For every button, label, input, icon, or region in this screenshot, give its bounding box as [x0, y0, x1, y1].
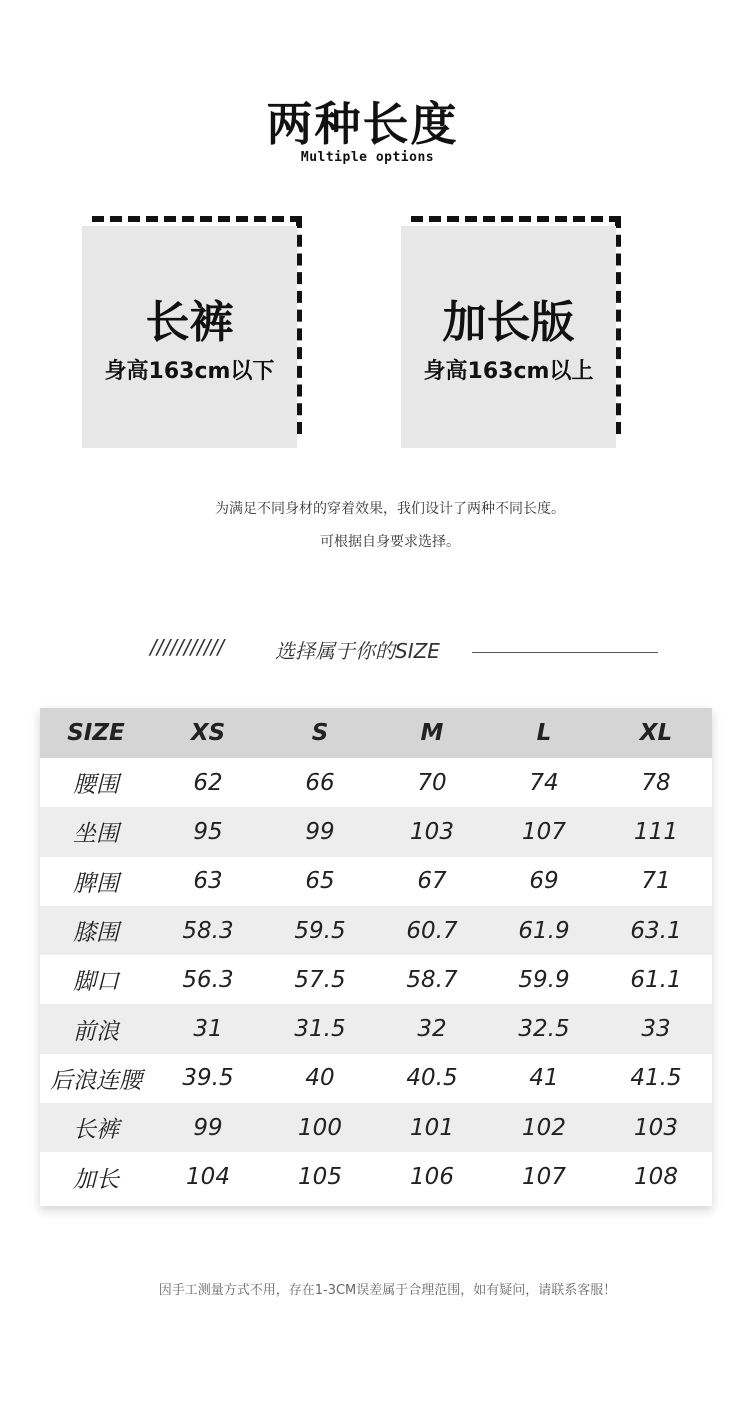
table-cell: 108: [634, 1164, 678, 1191]
header-cell: SIZE: [40, 708, 152, 758]
table-cell: 67: [417, 868, 447, 895]
table-header-row: [40, 708, 712, 758]
table-cell: 40.5: [406, 1065, 458, 1092]
description-line-1: 为满足不同身材的穿着效果，我们设计了两种不同长度。: [215, 501, 565, 517]
table-cell: 107: [488, 807, 600, 856]
table-row: [40, 955, 712, 1004]
table-cell: 58.7: [406, 966, 458, 993]
divider-line: [472, 652, 658, 653]
table-row: [40, 857, 712, 906]
table-row: [40, 1004, 712, 1053]
option-card-regular: [82, 216, 312, 451]
row-label: 长裤: [40, 1103, 152, 1152]
page-title: 两种长度: [266, 97, 459, 151]
card-title: 长裤: [145, 297, 234, 348]
row-label: 腰围: [73, 772, 119, 799]
header-cell: XS: [152, 708, 264, 758]
table-cell: 39.5: [182, 1065, 234, 1092]
table-cell: 62: [193, 769, 223, 796]
table-row: [40, 906, 712, 955]
table-cell: 41: [529, 1065, 559, 1092]
table-cell: 56.3: [182, 966, 234, 993]
size-table: [40, 708, 712, 1206]
table-row: [40, 807, 712, 856]
card-panel: [401, 226, 616, 448]
table-cell: 101: [376, 1103, 488, 1152]
table-row: [40, 1103, 712, 1152]
table-cell: 104: [186, 1164, 230, 1191]
table-cell: 32: [376, 1004, 488, 1053]
table-row: [40, 1054, 712, 1103]
table-cell: 40: [305, 1065, 335, 1092]
table-cell: 63.1: [600, 906, 712, 955]
table-cell: 70: [417, 769, 447, 796]
table-cell: 100: [264, 1103, 376, 1152]
table-cell: 74: [529, 769, 559, 796]
table-cell: 59.5: [264, 906, 376, 955]
table-cell: 31: [152, 1004, 264, 1053]
card-panel: [82, 226, 297, 448]
card-height-range: 身高163cm以下: [104, 359, 275, 384]
table-cell: 103: [600, 1103, 712, 1152]
description-line-2: 可根据自身要求选择。: [320, 534, 460, 550]
option-card-long: [401, 216, 631, 451]
table-cell: 99: [264, 807, 376, 856]
row-label: 坐围: [40, 807, 152, 856]
header-cell: S: [264, 708, 376, 758]
table-cell: 32.5: [488, 1004, 600, 1053]
table-cell: 65: [305, 868, 335, 895]
table-cell: 78: [641, 769, 671, 796]
section-title: 选择属于你的SIZE: [275, 639, 440, 663]
row-label: 脚口: [73, 969, 119, 996]
row-label: 后浪连腰: [50, 1067, 142, 1094]
table-cell: 59.9: [518, 966, 570, 993]
row-label: 前浪: [40, 1004, 152, 1053]
table-cell: 63: [193, 868, 223, 895]
table-cell: 57.5: [294, 966, 346, 993]
card-height-range: 身高163cm以上: [423, 359, 594, 384]
table-cell: 69: [529, 868, 559, 895]
row-label: 膝围: [40, 906, 152, 955]
header-cell: L: [488, 708, 600, 758]
table-cell: 111: [600, 807, 712, 856]
table-row: [40, 758, 712, 807]
table-cell: 99: [152, 1103, 264, 1152]
table-cell: 61.9: [488, 906, 600, 955]
table-cell: 33: [600, 1004, 712, 1053]
table-cell: 107: [522, 1164, 566, 1191]
table-cell: 102: [488, 1103, 600, 1152]
header-cell: XL: [600, 708, 712, 758]
table-row: [40, 1152, 712, 1201]
measurement-disclaimer: 因手工测量方式不用，存在1-3CM误差属于合理范围，如有疑问，请联系客服！: [158, 1283, 617, 1298]
table-cell: 58.3: [152, 906, 264, 955]
table-cell: 60.7: [376, 906, 488, 955]
table-cell: 95: [152, 807, 264, 856]
header-cell: M: [376, 708, 488, 758]
table-cell: 103: [376, 807, 488, 856]
row-label: 脾围: [73, 870, 119, 897]
page-subtitle: Multiple options: [300, 150, 435, 165]
table-cell: 61.1: [630, 966, 682, 993]
slash-decoration: ///////////: [150, 635, 225, 659]
table-cell: 71: [641, 868, 671, 895]
row-label: 加长: [73, 1166, 119, 1193]
card-title: 加长版: [442, 297, 575, 348]
table-cell: 105: [298, 1164, 342, 1191]
table-cell: 31.5: [264, 1004, 376, 1053]
table-cell: 66: [305, 769, 335, 796]
table-cell: 106: [410, 1164, 454, 1191]
table-cell: 41.5: [630, 1065, 682, 1092]
